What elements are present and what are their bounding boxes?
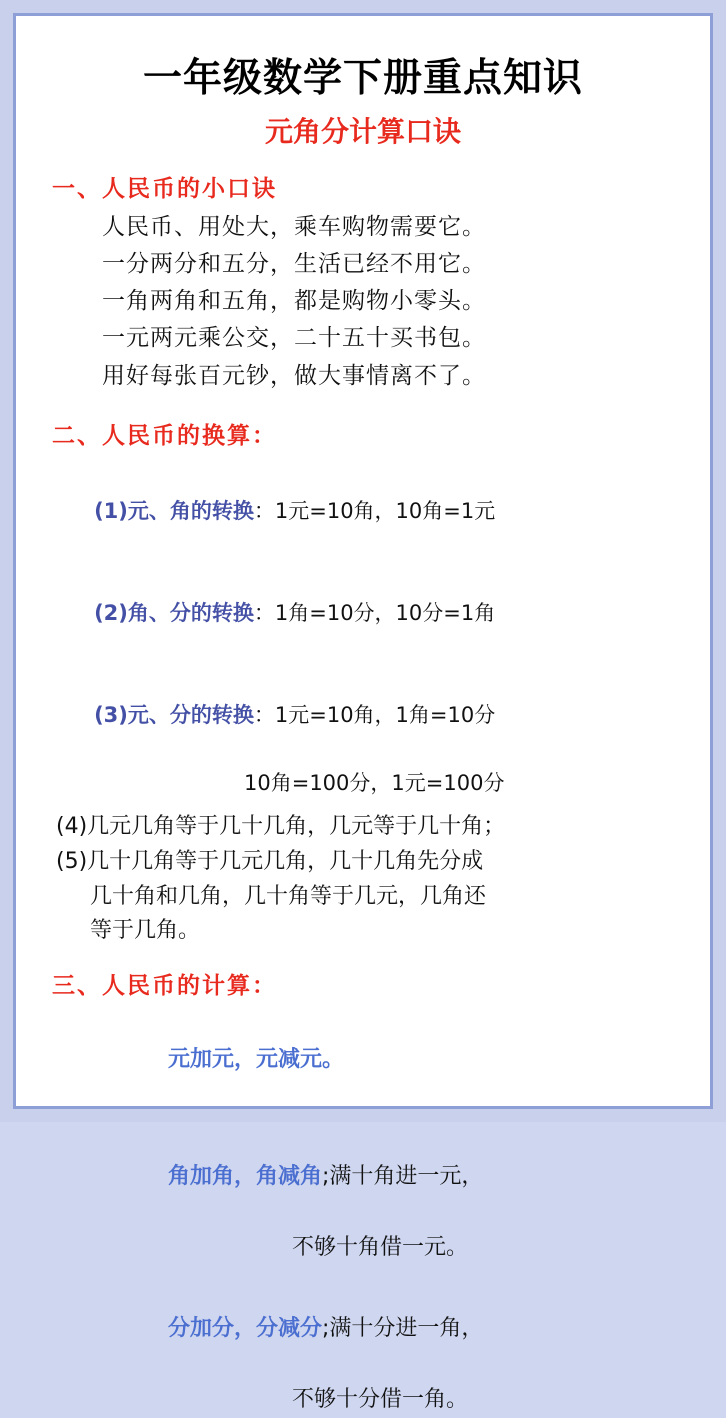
conversion-label: 角、分的转换 (127, 601, 254, 625)
conversion-label: 元、角的转换 (127, 498, 254, 523)
verse-line: 一角两角和五角，都是购物小零头。 (102, 288, 486, 315)
section-3-heading: 三、人民币的计算： (52, 973, 277, 1000)
calc-line-yuan-text: 元加元，元减元。 (167, 1046, 344, 1072)
calc-line-jiao-continued: 不够十角借一元。 (292, 1234, 469, 1260)
conversion-item-3 (54, 664, 684, 766)
calc-line-jiao-blue: 角加角，角减角 (167, 1163, 322, 1189)
conversion-item-3-continued: 10角=100分，1元=100分 (244, 771, 505, 796)
calc-line-jiao-rest: ;满十角进一元， (321, 1163, 484, 1189)
verse-line: 一分两分和五分，生活已经不用它。 (102, 250, 486, 277)
verse-line: 一元两元乘公交，二十五十买书包。 (102, 325, 486, 352)
conversion-number: (3) (94, 703, 128, 728)
calc-line-fen-blue: 分加分，分减分 (167, 1316, 322, 1342)
conversion-item-5-line-1: (5)几十几角等于几元几角，几十几角先分成 (56, 848, 484, 874)
conversion-number: (2) (94, 601, 128, 625)
section-1-verse (42, 209, 684, 395)
conversion-value: ：1元=10角，10角=1元 (253, 498, 496, 523)
calc-line-fen (42, 1275, 684, 1382)
conversion-value: ：1元=10角，1角=10分 (253, 703, 496, 728)
conversion-item-1 (54, 460, 684, 562)
calc-line-jiao (42, 1123, 684, 1230)
conversion-item-4: (4)几元几角等于几十几角，几元等于几十角； (56, 814, 506, 840)
calc-line-yuan (42, 1006, 684, 1113)
section-3-body (42, 1006, 684, 1418)
conversion-item-5-line-2: 几十角和几角，几十角等于几元，几角还 (90, 883, 487, 909)
conversion-number: (1) (94, 498, 128, 523)
verse-line: 人民币、用处大，乘车购物需要它。 (102, 213, 486, 240)
verse-line: 用好每张百元钞，做大事情离不了。 (102, 362, 486, 389)
conversion-label: 元、分的转换 (127, 703, 254, 728)
calc-line-fen-continued: 不够十分借一角。 (292, 1387, 469, 1413)
document-page (13, 13, 713, 1413)
section-2-heading: 二、人民币的换算： (52, 422, 277, 449)
section-1-heading: 一、人民币的小口诀 (52, 175, 277, 202)
conversion-value: ：1角=10分，10分=1角 (253, 601, 496, 625)
page-title: 一年级数学下册重点知识 (142, 56, 583, 101)
conversion-item-5-line-3: 等于几角。 (90, 918, 201, 944)
conversion-item-2 (54, 562, 684, 664)
calc-line-fen-rest: ;满十分进一角， (321, 1316, 484, 1342)
page-subtitle: 元角分计算口诀 (264, 114, 461, 148)
